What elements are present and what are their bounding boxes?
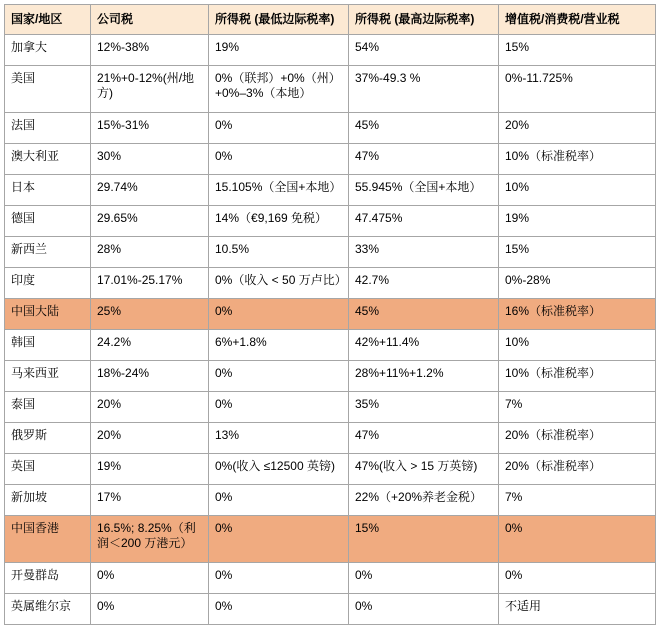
cell-income-tax-min: 0% <box>209 485 349 516</box>
cell-country: 中国大陆 <box>5 299 91 330</box>
cell-corporate-tax: 19% <box>91 454 209 485</box>
cell-country: 新西兰 <box>5 237 91 268</box>
cell-income-tax-min: 0%（联邦）+0%（州）+0%–3%（本地） <box>209 66 349 113</box>
cell-income-tax-min: 0% <box>209 392 349 423</box>
cell-country: 美国 <box>5 66 91 113</box>
tax-comparison-table <box>4 4 656 625</box>
table-row <box>5 268 656 299</box>
cell-corporate-tax: 21%+0-12%(州/地方) <box>91 66 209 113</box>
cell-vat: 0%-11.725% <box>499 66 656 113</box>
cell-income-tax-max: 37%-49.3 % <box>349 66 499 113</box>
cell-income-tax-max: 0% <box>349 594 499 625</box>
cell-country: 俄罗斯 <box>5 423 91 454</box>
cell-vat: 10% <box>499 330 656 361</box>
cell-income-tax-max: 45% <box>349 299 499 330</box>
cell-income-tax-min: 0%（收入 < 50 万卢比） <box>209 268 349 299</box>
cell-country: 印度 <box>5 268 91 299</box>
column-header-vat: 增值税/消费税/营业税 <box>499 5 656 35</box>
cell-income-tax-max: 33% <box>349 237 499 268</box>
table-row <box>5 206 656 237</box>
table-row-highlighted <box>5 299 656 330</box>
table-row <box>5 563 656 594</box>
column-header-country: 国家/地区 <box>5 5 91 35</box>
cell-income-tax-max: 22%（+20%养老金税） <box>349 485 499 516</box>
cell-country: 韩国 <box>5 330 91 361</box>
cell-income-tax-max: 47.475% <box>349 206 499 237</box>
table-row <box>5 392 656 423</box>
column-header-income-tax-max: 所得税 (最高边际税率) <box>349 5 499 35</box>
cell-corporate-tax: 18%-24% <box>91 361 209 392</box>
cell-income-tax-min: 19% <box>209 35 349 66</box>
cell-corporate-tax: 20% <box>91 392 209 423</box>
cell-income-tax-min: 10.5% <box>209 237 349 268</box>
cell-vat: 10%（标准税率） <box>499 144 656 175</box>
cell-income-tax-max: 47%(收入 > 15 万英镑) <box>349 454 499 485</box>
cell-country: 新加坡 <box>5 485 91 516</box>
cell-income-tax-min: 0% <box>209 516 349 563</box>
cell-income-tax-max: 54% <box>349 35 499 66</box>
table-row <box>5 330 656 361</box>
cell-vat: 0% <box>499 563 656 594</box>
cell-country: 马来西亚 <box>5 361 91 392</box>
cell-vat: 0% <box>499 516 656 563</box>
cell-income-tax-min: 15.105%（全国+本地） <box>209 175 349 206</box>
cell-income-tax-min: 0% <box>209 299 349 330</box>
table-row <box>5 454 656 485</box>
cell-income-tax-min: 0%(收入 ≤12500 英镑) <box>209 454 349 485</box>
table-row <box>5 66 656 113</box>
table-row-highlighted <box>5 516 656 563</box>
table-row <box>5 144 656 175</box>
cell-corporate-tax: 30% <box>91 144 209 175</box>
cell-vat: 20%（标准税率） <box>499 423 656 454</box>
cell-country: 泰国 <box>5 392 91 423</box>
cell-vat: 20% <box>499 113 656 144</box>
table-row <box>5 485 656 516</box>
table-row <box>5 423 656 454</box>
cell-income-tax-min: 14%（€9,169 免税） <box>209 206 349 237</box>
cell-vat: 10%（标准税率） <box>499 361 656 392</box>
cell-corporate-tax: 16.5%; 8.25%（利润＜200 万港元） <box>91 516 209 563</box>
cell-income-tax-max: 15% <box>349 516 499 563</box>
cell-corporate-tax: 0% <box>91 594 209 625</box>
cell-corporate-tax: 28% <box>91 237 209 268</box>
cell-corporate-tax: 17% <box>91 485 209 516</box>
cell-country: 日本 <box>5 175 91 206</box>
cell-vat: 7% <box>499 485 656 516</box>
cell-vat: 0%-28% <box>499 268 656 299</box>
cell-income-tax-min: 13% <box>209 423 349 454</box>
cell-corporate-tax: 25% <box>91 299 209 330</box>
cell-income-tax-min: 0% <box>209 563 349 594</box>
cell-income-tax-min: 0% <box>209 144 349 175</box>
spreadsheet-canvas <box>0 4 659 637</box>
table-row <box>5 361 656 392</box>
table-row <box>5 35 656 66</box>
cell-vat: 20%（标准税率） <box>499 454 656 485</box>
cell-income-tax-max: 35% <box>349 392 499 423</box>
cell-income-tax-max: 28%+11%+1.2% <box>349 361 499 392</box>
cell-vat: 10% <box>499 175 656 206</box>
cell-country: 英国 <box>5 454 91 485</box>
cell-corporate-tax: 0% <box>91 563 209 594</box>
column-header-corporate-tax: 公司税 <box>91 5 209 35</box>
cell-corporate-tax: 17.01%-25.17% <box>91 268 209 299</box>
table-row <box>5 175 656 206</box>
table-row <box>5 594 656 625</box>
table-body <box>5 5 656 625</box>
cell-corporate-tax: 15%-31% <box>91 113 209 144</box>
cell-country: 开曼群岛 <box>5 563 91 594</box>
table-row <box>5 237 656 268</box>
cell-income-tax-max: 47% <box>349 144 499 175</box>
cell-country: 法国 <box>5 113 91 144</box>
cell-country: 加拿大 <box>5 35 91 66</box>
cell-country: 中国香港 <box>5 516 91 563</box>
cell-income-tax-min: 0% <box>209 594 349 625</box>
cell-income-tax-min: 6%+1.8% <box>209 330 349 361</box>
cell-corporate-tax: 20% <box>91 423 209 454</box>
cell-corporate-tax: 12%-38% <box>91 35 209 66</box>
cell-country: 德国 <box>5 206 91 237</box>
cell-country: 澳大利亚 <box>5 144 91 175</box>
cell-income-tax-max: 0% <box>349 563 499 594</box>
cell-vat: 15% <box>499 237 656 268</box>
cell-country: 英属维尔京 <box>5 594 91 625</box>
cell-income-tax-min: 0% <box>209 361 349 392</box>
cell-vat: 7% <box>499 392 656 423</box>
column-header-income-tax-min: 所得税 (最低边际税率) <box>209 5 349 35</box>
cell-corporate-tax: 29.74% <box>91 175 209 206</box>
cell-income-tax-max: 42.7% <box>349 268 499 299</box>
table-header-row <box>5 5 656 35</box>
cell-vat: 19% <box>499 206 656 237</box>
cell-income-tax-max: 45% <box>349 113 499 144</box>
cell-corporate-tax: 29.65% <box>91 206 209 237</box>
cell-income-tax-min: 0% <box>209 113 349 144</box>
cell-income-tax-max: 55.945%（全国+本地） <box>349 175 499 206</box>
cell-vat: 16%（标准税率） <box>499 299 656 330</box>
cell-vat: 15% <box>499 35 656 66</box>
cell-income-tax-max: 47% <box>349 423 499 454</box>
table-row <box>5 113 656 144</box>
cell-vat: 不适用 <box>499 594 656 625</box>
cell-income-tax-max: 42%+11.4% <box>349 330 499 361</box>
cell-corporate-tax: 24.2% <box>91 330 209 361</box>
